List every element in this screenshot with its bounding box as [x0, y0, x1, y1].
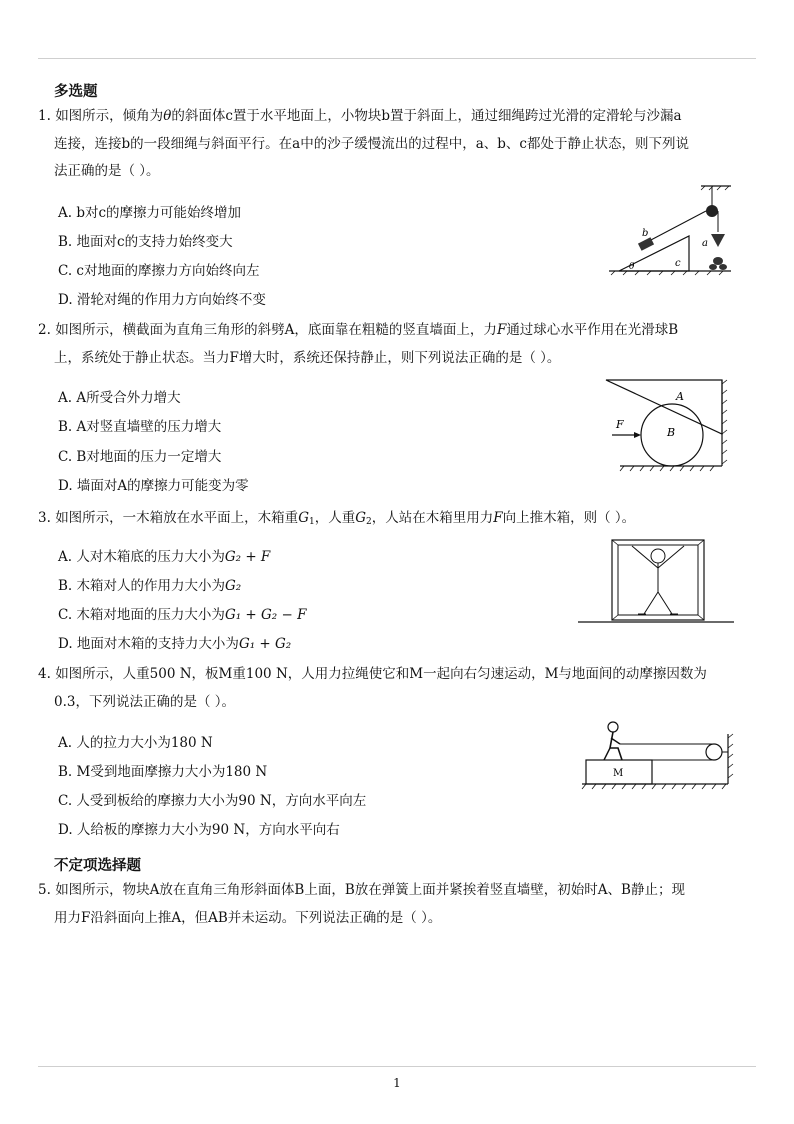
question-2-option-c: C. B对地面的压力一定增大: [58, 449, 222, 465]
question-2-figure-label-f: F: [616, 418, 624, 431]
question-4-line-1: 4. 如图所示，人重500 N，板M重100 N，人用力拉绳使它和M一起向右匀速运动，M与地面间的动摩擦因数为: [38, 666, 707, 682]
question-1-option-c: C. c对地面的摩擦力方向始终向左: [58, 263, 260, 279]
question-4-option-d: D. 人给板的摩擦力大小为90 N，方向水平向右: [58, 822, 340, 838]
question-1-line-1: 1. 如图所示，倾角为θ的斜面体c置于水平地面上，小物块b置于斜面上，通过细绳跨过光滑的定滑轮与沙漏a: [38, 108, 682, 124]
question-3-figure-person-in-box: [576, 536, 738, 628]
question-1-figure-label-a: a: [702, 238, 708, 249]
question-2-option-a: A. A所受合外力增大: [58, 390, 181, 406]
question-3-option-d: D. 地面对木箱的支持力大小为G₁ + G₂: [58, 636, 292, 652]
question-2-line-2: 上，系统处于静止状态。当力F增大时，系统还保持静止，则下列说法正确的是（ ）。: [54, 350, 561, 366]
section-title-indefinite-choice: 不定项选择题: [54, 857, 141, 874]
question-3-option-b: B. 木箱对人的作用力大小为G₂: [58, 578, 242, 594]
question-3-option-a: A. 人对木箱底的压力大小为G₂ + F: [58, 549, 271, 565]
question-2-option-d: D. 墙面对A的摩擦力可能变为零: [58, 478, 249, 494]
question-4-figure-person-on-board: [580, 714, 738, 798]
question-1-figure-label-theta: θ: [629, 262, 635, 272]
question-1-figure-label-c: c: [675, 258, 681, 269]
question-3-line-1: 3. 如图所示，一木箱放在水平面上，木箱重$G_1$，人重$G_2$，人站在木箱里用力F向上推木箱，则（ ）。: [38, 510, 636, 527]
section-title-multiple-choice: 多选题: [54, 83, 98, 100]
footer-rule: [38, 1066, 756, 1067]
question-1-option-d: D. 滑轮对绳的作用力方向始终不变: [58, 292, 266, 308]
question-5-line-2: 用力F沿斜面向上推A，但AB并未运动。下列说法正确的是（ ）。: [54, 910, 442, 926]
question-2-line-1: 2. 如图所示，横截面为直角三角形的斜劈A，底面靠在粗糙的竖直墙面上，力F通过球心水平作用在光滑球B: [38, 322, 679, 338]
header-rule: [38, 58, 756, 59]
question-4-option-a: A. 人的拉力大小为180 N: [58, 735, 213, 751]
question-1-line-2: 连接，连接b的一段细绳与斜面平行。在a中的沙子缓慢流出的过程中，a、b、c都处于静止状态，则下列说: [54, 136, 689, 152]
question-1-line-3: 法正确的是（ ）。: [54, 163, 160, 179]
question-1-figure-label-b: b: [642, 228, 649, 239]
question-2-figure-wedge-ball: [604, 376, 736, 476]
question-2-option-b: B. A对竖直墙壁的压力增大: [58, 419, 222, 435]
question-4-line-2: 0.3，下列说法正确的是（ ）。: [54, 694, 236, 710]
question-4-option-c: C. 人受到板给的摩擦力大小为90 N，方向水平向左: [58, 793, 367, 809]
question-1-option-b: B. 地面对c的支持力始终变大: [58, 234, 233, 250]
question-1-option-a: A. b对c的摩擦力可能始终增加: [58, 205, 242, 221]
page-number: 1: [393, 1076, 401, 1090]
question-5-line-1: 5. 如图所示，物块A放在直角三角形斜面体B上面，B放在弹簧上面并紧挨着竖直墙壁，初始时A、B静止；现: [38, 882, 685, 898]
question-2-figure-label-b: B: [667, 426, 676, 439]
question-1-figure-incline-pulley: [605, 184, 735, 276]
question-3-option-c: C. 木箱对地面的压力大小为G₁ + G₂ − F: [58, 607, 307, 623]
question-4-figure-label-m: M: [613, 768, 624, 779]
question-4-option-b: B. M受到地面摩擦力大小为180 N: [58, 764, 268, 780]
question-2-figure-label-a: A: [676, 390, 684, 403]
